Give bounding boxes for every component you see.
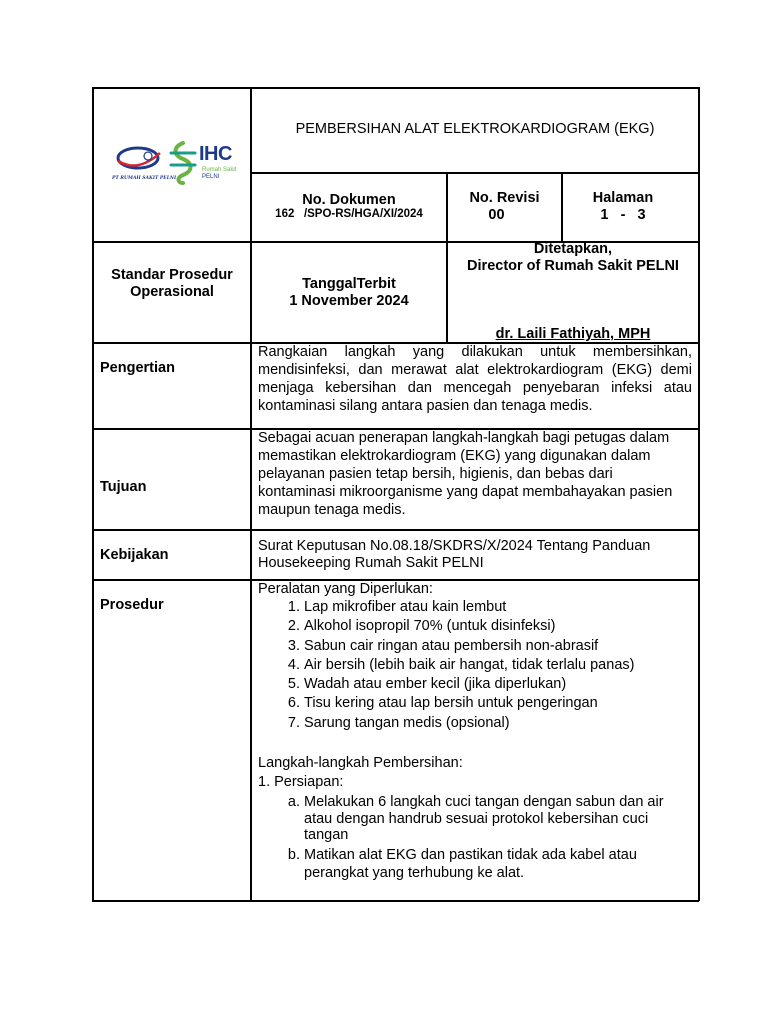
ditetapkan: Ditetapkan, <box>533 241 613 257</box>
list-item: 3. Sabun cair ringan atau pembersih non-abrasif <box>304 637 692 656</box>
table-border-bottom <box>92 900 699 902</box>
sop-label-line1: Standar Prosedur <box>111 267 233 283</box>
persiapan-list <box>258 794 692 882</box>
kebijakan-text: Surat Keputusan No.08.18/SKDRS/X/2024 Tentang Panduan Housekeeping Rumah Sakit PELNI <box>258 538 651 571</box>
no-dokumen-label: No. Dokumen <box>302 192 396 208</box>
list-item: a. Melakukan 6 langkah cuci tangan dengan sabun dan air atau dengan handrub sesuai protokol kebersihan cuci tangan <box>304 794 692 844</box>
pengertian-label: Pengertian <box>100 360 175 376</box>
list-item: 7. Sarung tangan medis (opsional) <box>304 714 692 733</box>
peralatan-heading: Peralatan yang Diperlukan: <box>258 581 433 597</box>
tanggal-terbit-label: TanggalTerbit <box>302 276 396 292</box>
ihc-emblem-icon <box>166 141 200 185</box>
signer-name: dr. Laili Fathiyah, MPH <box>495 326 651 342</box>
persiapan-heading: 1. Persiapan: <box>258 774 344 791</box>
list-item: 2. Alkohol isopropil 70% (untuk disinfeksi) <box>304 617 692 636</box>
langkah-heading: Langkah-langkah Pembersihan: <box>258 755 463 772</box>
table-border-left <box>92 87 94 901</box>
pelni-emblem-icon <box>112 143 168 173</box>
list-item: 4. Air bersih (lebih baik air hangat, tidak terlalu panas) <box>304 656 692 675</box>
tujuan-text: Sebagai acuan penerapan langkah-langkah bagi petugas dalam memastikan elektrokardiogram (EKG) yang digunakan dalam pelayanan pasien tetap bersih, higienis, dan bebas dari kontaminasi mikroorganisme yang dapat membahayakan pasien maupun tenaga medis. <box>258 430 673 518</box>
document-title: PEMBERSIHAN ALAT ELEKTROKARDIOGRAM (EKG) <box>295 121 655 137</box>
table-border-right <box>698 87 700 901</box>
logo-ihc-sub1: Rumah Sakit <box>202 167 237 173</box>
tujuan-label: Tujuan <box>100 479 147 495</box>
no-revisi-label: No. Revisi <box>469 190 540 206</box>
list-item: b. Matikan alat EKG dan pastikan tidak ada kabel atau perangkat yang terhubung ke alat. <box>304 846 692 882</box>
logo-ihc <box>166 141 242 187</box>
prosedur-label: Prosedur <box>100 597 164 613</box>
halaman-value: 1 - 3 <box>600 207 646 223</box>
sop-label <box>94 267 250 301</box>
kebijakan-label: Kebijakan <box>100 547 169 563</box>
logo-pelni <box>112 143 177 187</box>
halaman-label: Halaman <box>592 190 654 206</box>
logo-pelni-caption: PT RUMAH SAKIT PELNI <box>112 176 177 181</box>
pengertian-text: Rangkaian langkah yang dilakukan untuk membersihkan, mendisinfeksi, dan merawat alat elektrokardiogram (EKG) demi menjaga kebersihan dan mencegah penyebaran infeksi atau kontaminasi silang antara pasien dan tenaga medis. <box>258 344 692 414</box>
peralatan-list <box>258 598 692 733</box>
director-title: Director of Rumah Sakit PELNI <box>467 258 679 274</box>
no-revisi-value: 00 <box>488 207 505 223</box>
tanggal-terbit <box>252 276 446 309</box>
no-dokumen-value: 162 /SPO-RS/HGA/XI/2024 <box>275 208 423 220</box>
table-border-top <box>92 87 699 89</box>
list-item: 6. Tisu kering atau lap bersih untuk pengeringan <box>304 694 692 713</box>
row-divider-title <box>250 172 699 174</box>
tanggal-terbit-value: 1 November 2024 <box>289 292 409 309</box>
list-item: 1. Lap mikrofiber atau kain lembut <box>304 598 692 617</box>
list-item: 5. Wadah atau ember kecil (jika diperlukan) <box>304 675 692 694</box>
prosedur-content <box>258 580 692 884</box>
sop-label-line2: Operasional <box>130 284 214 300</box>
logo-ihc-sub2: PELNI <box>202 174 220 180</box>
row-divider-tujuan <box>92 529 699 531</box>
logo-ihc-brand: IHC <box>199 143 232 165</box>
